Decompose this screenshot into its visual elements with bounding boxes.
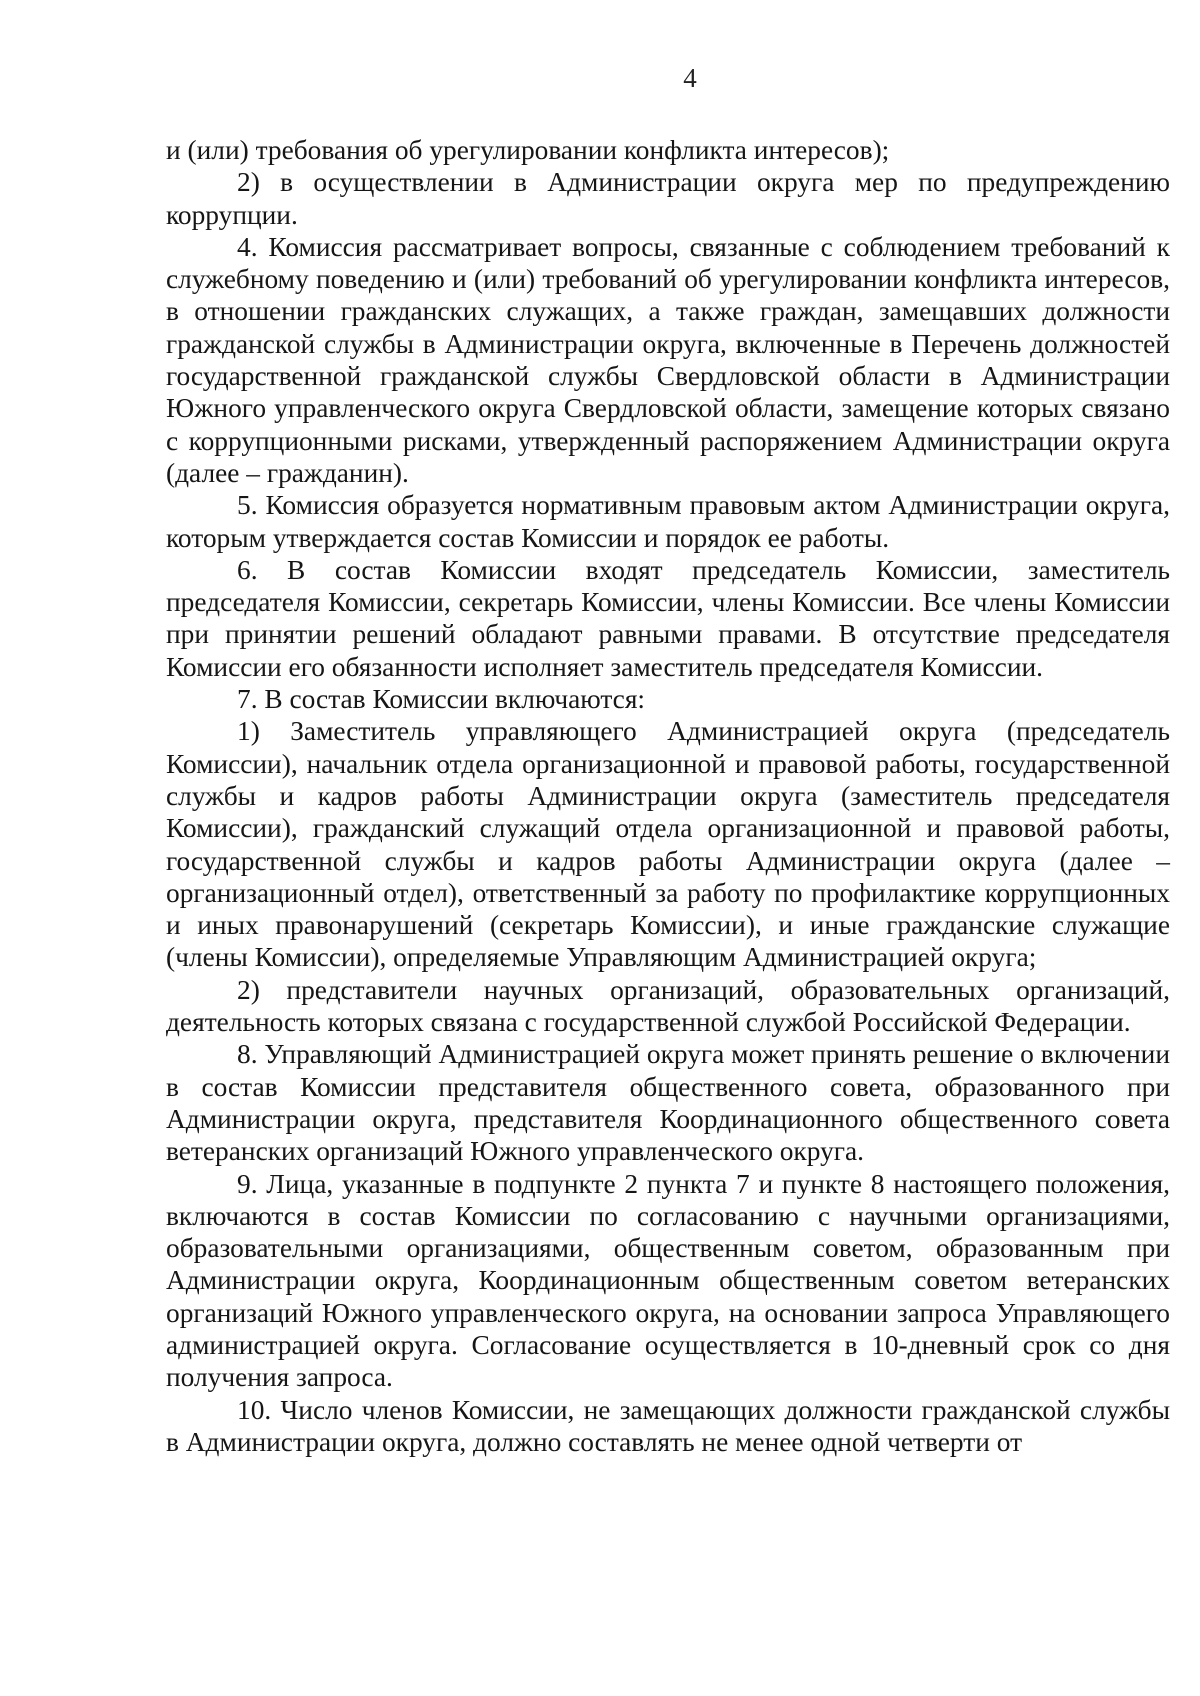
paragraph-item-9: 9. Лица, указанные в подпункте 2 пункта 7 и пункте 8 настоящего положения, включаются в состав Комиссии по согласованию с научными организациями, образовательными организациями, общественным советом, образованным при Администрации округа, Координационным общественным советом ветеранских организаций Южного управленческого округа, на основании запроса Управляющего администрацией округа. Согласование осуществляется в 10-дневный срок со дня получения запроса. [166,1168,1170,1393]
paragraph-item-10: 10. Число членов Комиссии, не замещающих должности гражданской службы в Администрации округа, должно составлять не менее одной четверти от [166,1394,1170,1457]
paragraph-continuation: и (или) требования об урегулировании конфликта интересов); [166,135,890,165]
paragraph-item-7-sub-2: 2) представители научных организаций, образовательных организаций, деятельность которых связана с государственной службой Российской Федерации. [166,974,1170,1038]
paragraph-item-8: 8. Управляющий Администрацией округа может принять решение о включении в состав Комиссии представителя общественного совета, образованного при Администрации округа, представителя Координационного общественного совета ветеранских организаций Южного управленческого округа. [166,1039,1170,1167]
paragraph-item-5: 5. Комиссия образуется нормативным правовым актом Администрации округа, которым утверждается состав Комиссии и порядок ее работы. [166,490,1170,553]
paragraph-item-4: 4. Комиссия рассматривает вопросы, связанные с соблюдением требований к служебному поведению и (или) требований об урегулировании конфликта интересов, в отношении гражданских служащих, а также граждан, замещавших должности гражданской службы в Администрации округа, включенные в Перечень должностей государственной гражданской службы Свердловской области в Администрации Южного управленческого округа Свердловской области, замещение которых связано с коррупционными рисками, утвержденный распоряжением Администрации округа (далее – гражданин). [166,231,1170,488]
paragraph-item-7: 7. В состав Комиссии включаются: [237,684,646,715]
paragraph-subitem-2: 2) в осуществлении в Администрации округа мер по предупреждению коррупции. [166,167,1170,230]
paragraph-item-7-sub-1: 1) Заместитель управляющего Администрацией округа (председатель Комиссии), начальник отдела организационной и правовой работы, государственной службы и кадров работы Администрации округа (заместитель председателя Комиссии), гражданский служащий отдела организационной и правовой работы, государственной службы и кадров работы Администрации округа (далее – организационный отдел), ответственный за работу по профилактике коррупционных и иных правонарушений (секретарь Комиссии), и иные гражданские служащие (члены Комиссии), определяемые Управляющим Администрацией округа; [166,716,1170,973]
paragraph-item-6: 6. В состав Комиссии входят председатель Комиссии, заместитель председателя Комиссии, секретарь Комиссии, члены Комиссии. Все члены Комиссии при принятии решений обладают равными правами. В отсутствие председателя Комиссии его обязанности исполняет заместитель председателя Комиссии. [166,554,1170,682]
page-number: 4 [683,63,697,93]
document-body [166,134,1170,1458]
